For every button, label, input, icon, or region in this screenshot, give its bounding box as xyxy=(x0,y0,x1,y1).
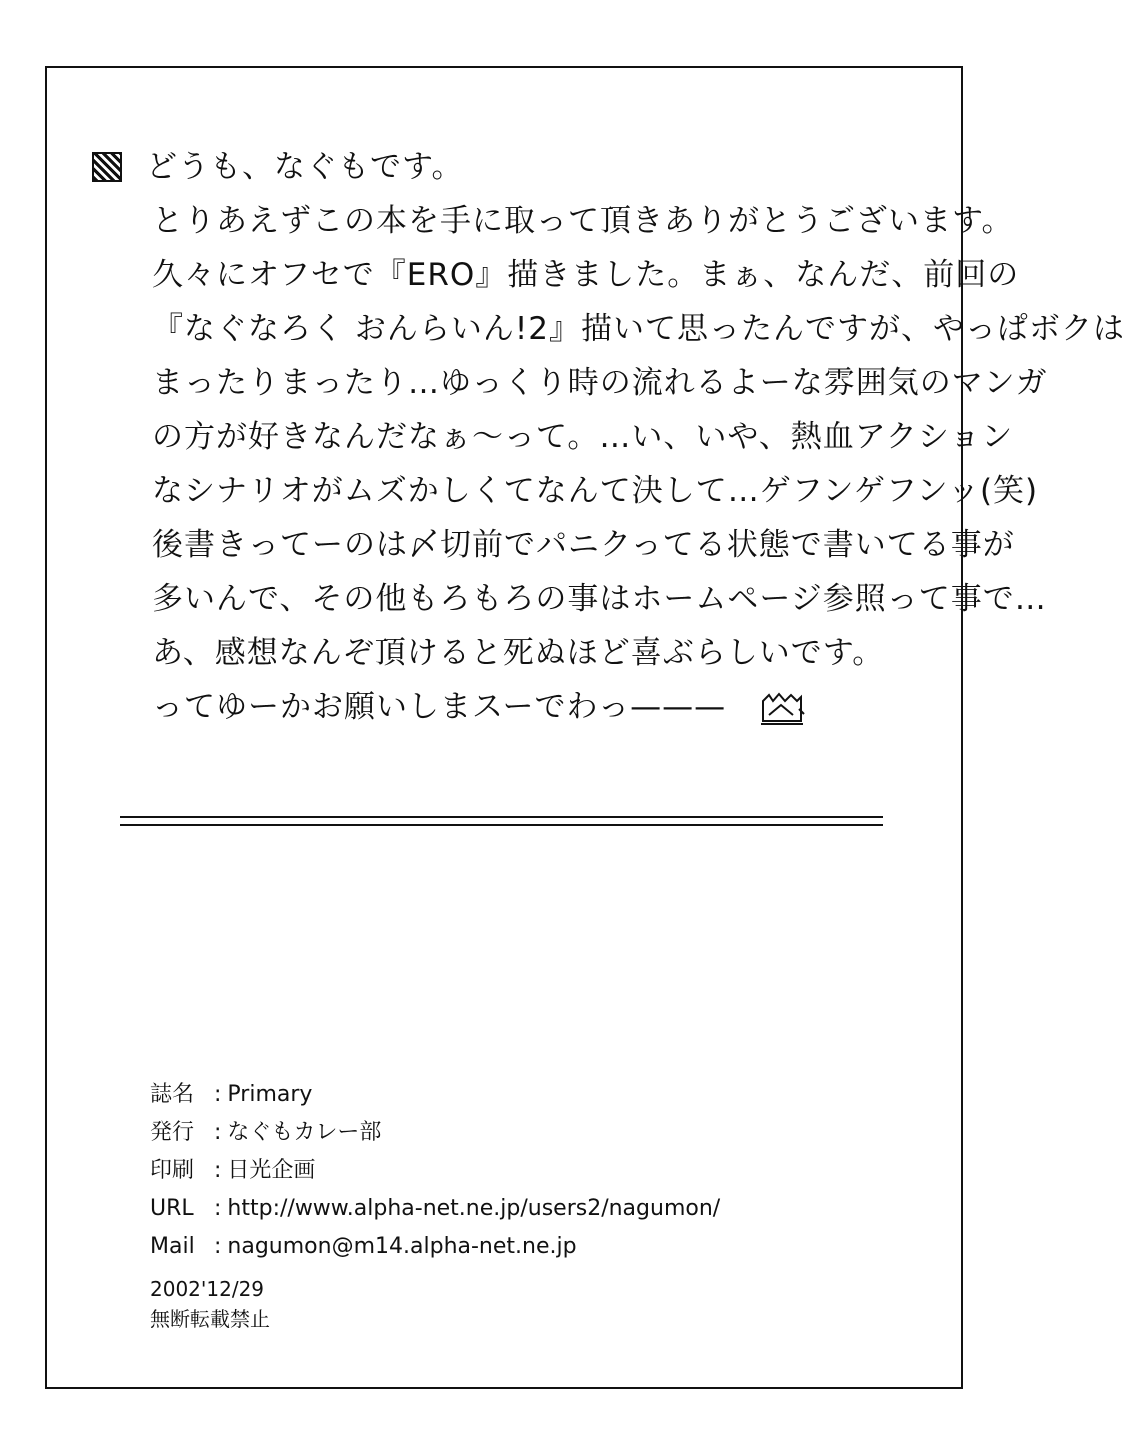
colophon-title: Primary xyxy=(227,1082,313,1107)
signature-doodle-icon xyxy=(759,691,805,727)
divider-line xyxy=(120,816,883,818)
colophon-row-publisher xyxy=(150,1114,720,1152)
memo-line: の方が好きなんだなぁ〜って。…い、いや、熱血アクション xyxy=(152,419,1014,455)
colophon-mail: nagumon@m14.alpha-net.ne.jp xyxy=(227,1234,577,1259)
footer xyxy=(150,1274,270,1334)
memo-line xyxy=(92,140,932,194)
issue-date: 2002'12/29 xyxy=(150,1277,265,1301)
memo-greeting: どうも、なぐもです。 xyxy=(146,149,464,185)
memo-closing: ってゆーかお願いしまスーでわっ——— xyxy=(152,689,727,725)
colophon-row-printer xyxy=(150,1152,720,1190)
colophon-label: 誌名 xyxy=(150,1082,195,1107)
memo-line: 『なぐなろく おんらいん!2』描いて思ったんですが、やっぱボクは xyxy=(152,311,1125,347)
colophon-row-mail xyxy=(150,1228,720,1266)
divider-line xyxy=(120,824,883,826)
afterword-memo xyxy=(92,140,1125,734)
reprint-notice: 無断転載禁止 xyxy=(150,1307,270,1331)
memo-line: 久々にオフセで『ERO』描きました。まぁ、なんだ、前回の xyxy=(152,257,1020,293)
colophon-label: 印刷 xyxy=(150,1158,195,1183)
memo-line: 後書きってーのは〆切前でパニクってる状態で書いてる事が xyxy=(152,527,1015,563)
colophon-separator: : xyxy=(214,1196,222,1221)
memo-line: なシナリオがムズかしくてなんて決して…ゲフンゲフンッ(笑) xyxy=(152,473,1039,509)
memo-line xyxy=(92,680,932,734)
colophon-row-title xyxy=(150,1076,720,1114)
colophon-printer: 日光企画 xyxy=(227,1158,316,1183)
memo-line: まったりまったり…ゆっくり時の流れるよーな雰囲気のマンガ xyxy=(152,365,1048,401)
colophon-separator: : xyxy=(214,1234,222,1259)
memo-line: あ、感想なんぞ頂けると死ぬほど喜ぶらしいです。 xyxy=(152,635,885,671)
colophon-label: Mail xyxy=(150,1234,195,1259)
colophon-label: URL xyxy=(150,1196,194,1221)
colophon-publisher: なぐもカレー部 xyxy=(227,1120,382,1145)
colophon-separator: : xyxy=(214,1120,222,1145)
colophon-label: 発行 xyxy=(150,1120,195,1145)
memo-line: とりあえずこの本を手に取って頂きありがとうございます。 xyxy=(152,203,1014,239)
colophon xyxy=(150,1076,720,1266)
colophon-row-url xyxy=(150,1190,720,1228)
colophon-separator: : xyxy=(214,1158,222,1183)
colophon-separator: : xyxy=(214,1082,222,1107)
hatched-box-icon xyxy=(92,152,122,182)
memo-line: 多いんで、その他もろもろの事はホームページ参照って事で… xyxy=(152,581,1047,617)
colophon-url: http://www.alpha-net.ne.jp/users2/nagumon/ xyxy=(227,1196,721,1221)
